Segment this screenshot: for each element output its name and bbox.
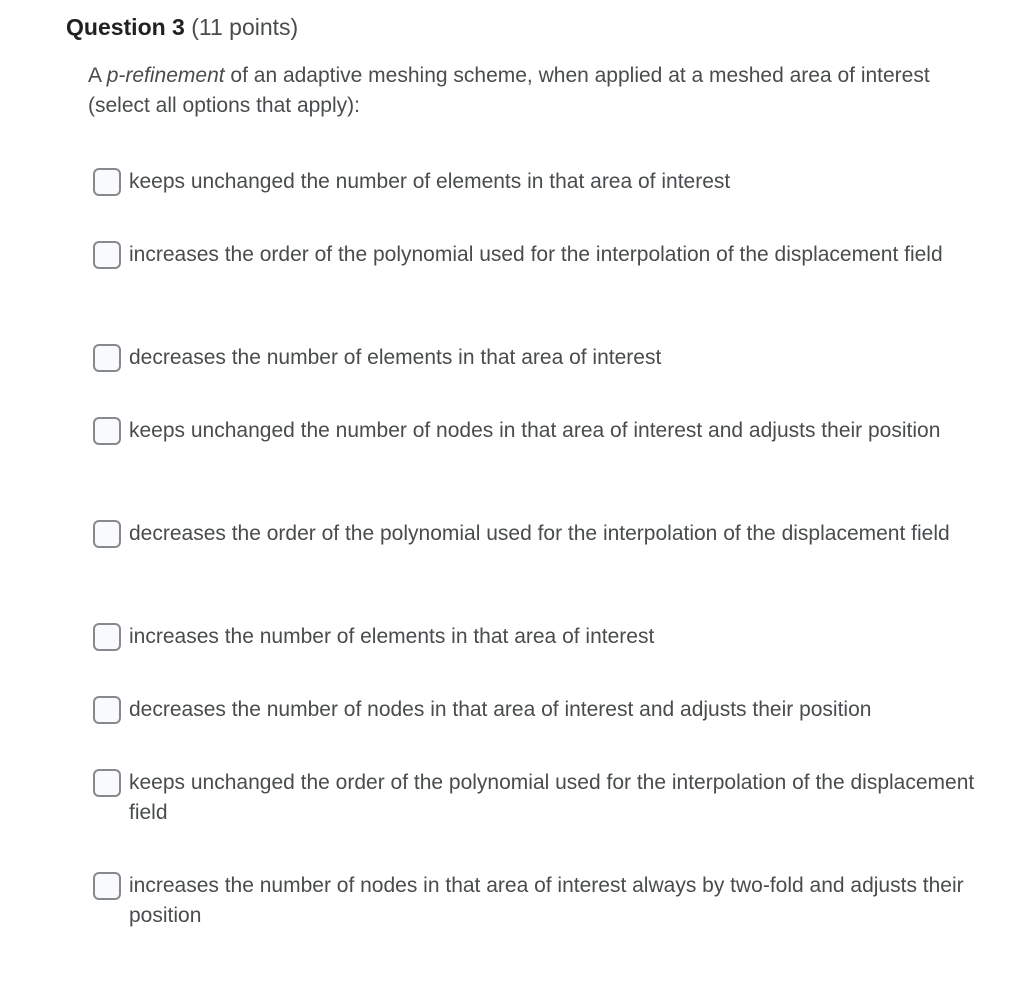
prompt-emphasis: p-refinement (106, 64, 225, 87)
prompt-prefix: A (88, 64, 107, 87)
option-label[interactable]: decreases the order of the polynomial used for the interpolation of the displacement field (129, 522, 950, 545)
option-checkbox[interactable] (93, 696, 121, 724)
question-title: Question 3 (66, 14, 185, 40)
question-points: (11 points) (191, 14, 299, 40)
option-label[interactable]: decreases the number of nodes in that area of interest and adjusts their position (129, 698, 872, 721)
option-7[interactable] (93, 695, 993, 725)
option-8[interactable] (93, 768, 993, 828)
question-prompt (88, 61, 988, 121)
option-label[interactable]: increases the order of the polynomial used for the interpolation of the displacement field (129, 243, 943, 266)
option-checkbox[interactable] (93, 623, 121, 651)
option-checkbox[interactable] (93, 417, 121, 445)
option-1[interactable] (93, 167, 993, 197)
option-label[interactable]: increases the number of elements in that area of interest (129, 625, 655, 648)
option-6[interactable] (93, 622, 993, 652)
option-checkbox[interactable] (93, 344, 121, 372)
option-label[interactable]: increases the number of nodes in that area of interest always by two-fold and adjusts their position (129, 874, 964, 927)
option-4[interactable] (93, 416, 993, 446)
option-3[interactable] (93, 343, 993, 373)
question-header (66, 12, 298, 42)
option-label[interactable]: keeps unchanged the order of the polynomial used for the interpolation of the displacement field (129, 771, 975, 824)
option-checkbox[interactable] (93, 872, 121, 900)
option-label[interactable]: keeps unchanged the number of elements in that area of interest (129, 170, 731, 193)
option-9[interactable] (93, 871, 993, 931)
prompt-suffix: of an adaptive meshing scheme, when applied at a meshed area of interest (select all options that apply): (88, 64, 930, 117)
option-5[interactable] (93, 519, 993, 549)
option-checkbox[interactable] (93, 241, 121, 269)
option-label[interactable]: decreases the number of elements in that area of interest (129, 346, 662, 369)
option-checkbox[interactable] (93, 520, 121, 548)
option-checkbox[interactable] (93, 769, 121, 797)
option-label[interactable]: keeps unchanged the number of nodes in that area of interest and adjusts their position (129, 419, 941, 442)
option-checkbox[interactable] (93, 168, 121, 196)
option-2[interactable] (93, 240, 993, 270)
